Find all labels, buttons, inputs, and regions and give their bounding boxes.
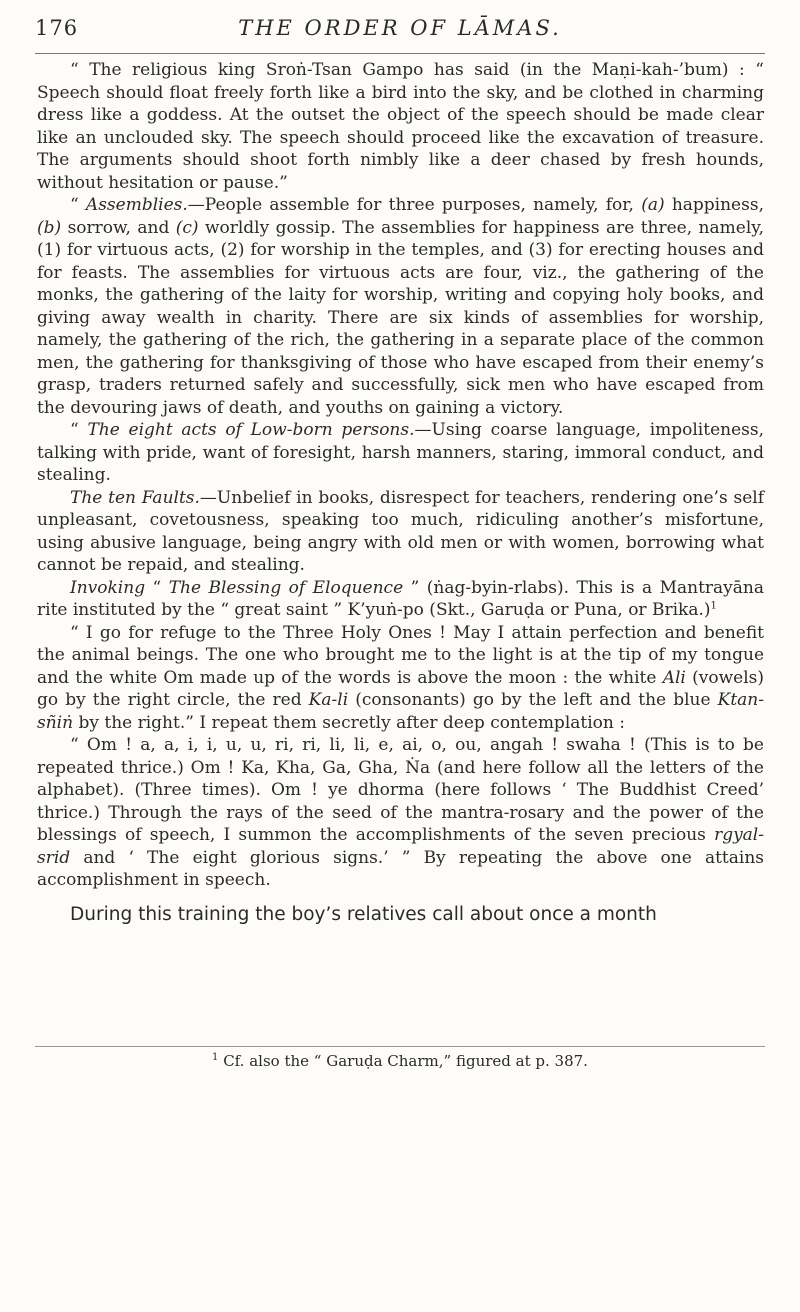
- paragraph: [37, 734, 764, 892]
- text-span: (consonants) go by the left and the blue: [348, 690, 718, 710]
- header-rule: [35, 53, 765, 54]
- italic-span: Ka-li: [308, 690, 349, 710]
- italic-span: rgyal-srid: [37, 825, 764, 868]
- italic-span: Ali: [662, 667, 686, 688]
- text-span: worldly gossip. The assemblies for happiness are three, namely, (1) for virtuous acts, (2) for worship in the temples, and (3) for erecting houses and for feasts. The assemblies for virtuous acts are four, viz., the gathering of the monks, the gathering of the laity for worship, writing and copying holy books, and giving away wealth in charity. There are six kinds of assemblies for worship, namely, the gathering of the rich, the gathering in a separate place of the common men, the gathering for thanksgiving of those who have escaped from their enemy’s grasp, traders returned safely and successfully, sick men who have escaped from the devouring jaws of death, and youths on gaining a victory.: [37, 217, 765, 418]
- italic-span: (b): [37, 217, 62, 238]
- italic-span: The Blessing of Eloquence: [168, 577, 404, 598]
- page-number: 176: [35, 16, 79, 40]
- italic-span: The ten Faults.: [70, 487, 200, 508]
- paragraph: [37, 194, 764, 419]
- text-span: sorrow, and: [61, 217, 176, 238]
- text-span: —People assemble for three purposes, namely, for,: [187, 195, 642, 215]
- text-span: happiness,: [664, 195, 764, 215]
- paragraph: [37, 487, 764, 577]
- footnote-reference: 1: [710, 600, 717, 612]
- text-span: “: [70, 195, 86, 215]
- italic-span: (a): [641, 195, 665, 215]
- paragraph: [37, 904, 764, 927]
- text-span: “ The religious king Sroṅ-Tsan Gampo has said (in the Maṇi-kah-’bum) : “ Speech should float freely forth like a bird into the sky, and be clothed in charming dress like a goddess. At the outset the object of the speech should be made clear like an unclouded sky. The speech should proceed like the excavation of treasure. The arguments should shoot forth nimbly like a deer chased by fresh hounds, without hesitation or pause.”: [37, 60, 764, 193]
- text-span: During this training the boy’s relatives call about once a month: [70, 903, 657, 925]
- text-span: ” (ṅag-byin-rlabs). This is a Mantrayāna rite instituted by the “ great saint ” K’yuṅ-po (Skt., Garuḍa or Puna, or Brika.): [37, 577, 765, 620]
- text-span: (vowels) go by the right circle, the red: [37, 667, 764, 710]
- italic-span: The eight acts of Low-born persons.: [87, 420, 415, 440]
- running-head: THE ORDER OF LĀMAS.: [238, 16, 562, 40]
- text-span: —Using coarse language, impoliteness, talking with pride, want of foresight, harsh manners, staring, immoral conduct, and stealing.: [37, 420, 764, 485]
- footnote: [0, 1052, 800, 1070]
- paragraph: [37, 59, 764, 194]
- italic-span: (c): [175, 217, 199, 238]
- italic-span: Ktan-sñiṅ: [37, 690, 764, 733]
- text-span: and ‘ The eight glorious signs.’ ” By repeating the above one attains accomplishment in speech.: [37, 847, 764, 890]
- paragraph: [37, 577, 764, 622]
- italic-span: Assemblies.: [85, 195, 188, 215]
- text-span: “: [145, 577, 169, 598]
- paragraph: [37, 419, 764, 487]
- footnote-rule: [35, 1046, 765, 1047]
- text-span: —Unbelief in books, disrespect for teachers, rendering one’s self unpleasant, covetousness, speaking too much, ridiculing another’s misfortune, using abusive language, being angry with old men or with women, borrowing what cannot be repaid, and stealing.: [37, 487, 765, 575]
- paragraph: [37, 622, 764, 735]
- text-span: by the right.” I repeat them secretly after deep contemplation :: [73, 712, 625, 733]
- footnote-text: Cf. also the “ Garuḍa Charm,” figured at p. 387.: [218, 1052, 588, 1070]
- text-span: “ Om ! a, a, i, i, u, u, ri, ri, li, li, e, ai, o, ou, angah ! swaha ! (This is to be repeated thrice.) Om ! Ka, Kha, Ga, Gha, Ṅa (and here follow all the letters of the alphabet). (Three times). Om ! ye dhorma (here follows ‘ The Buddhist Creed’ thrice.) Through the rays of the seed of the mantra-rosary and the power of the blessings of speech, I summon the accomplishments of the seven precious: [37, 735, 764, 845]
- footnote-marker: 1: [212, 1052, 219, 1063]
- text-span: “: [70, 420, 88, 440]
- text-span: “ I go for refuge to the Three Holy Ones ! May I attain perfection and benefit the animal beings. The one who brought me to the light is at the tip of my tongue and the white Om made up of the words is above the moon : the white: [37, 622, 764, 688]
- body-text: [37, 59, 764, 926]
- italic-span: Invoking: [70, 577, 146, 598]
